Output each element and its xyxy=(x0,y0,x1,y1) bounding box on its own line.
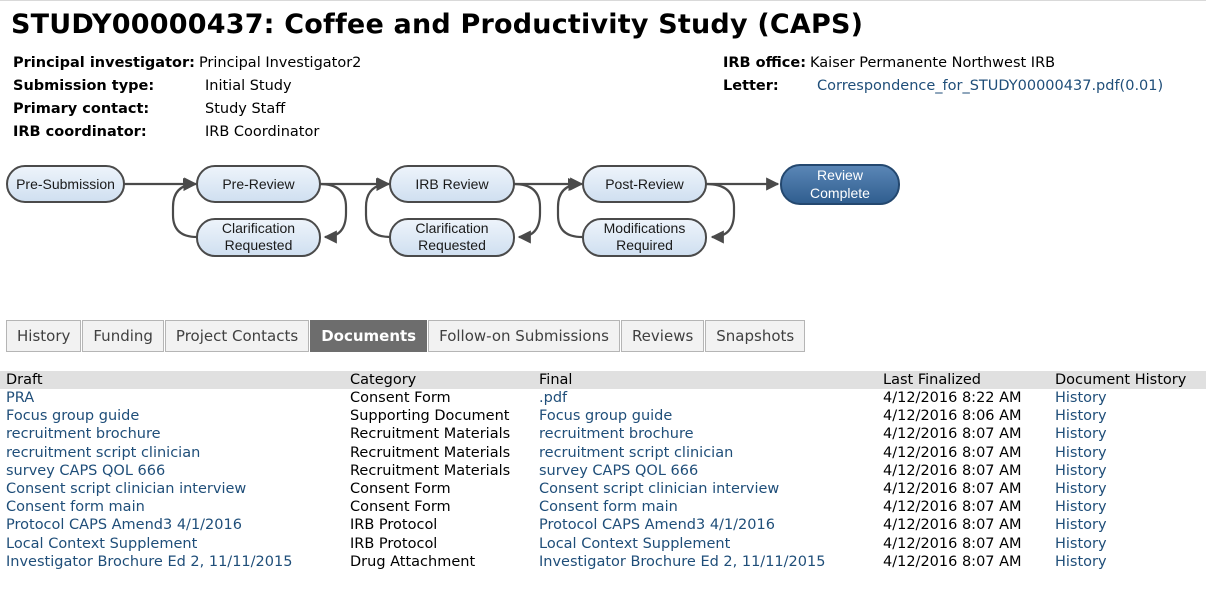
category-cell xyxy=(344,462,533,480)
final-link[interactable]: Consent form main xyxy=(539,499,678,516)
irb-coordinator-row xyxy=(13,121,361,144)
last-finalized-cell xyxy=(877,407,1049,425)
label-review-complete-line2: Complete xyxy=(810,185,870,201)
last-finalized-cell: 4/12/2016 8:06 AM xyxy=(883,408,1022,425)
final-link[interactable]: Consent script clinician interview xyxy=(539,481,780,498)
draft-link[interactable]: Focus group guide xyxy=(6,408,140,425)
last-finalized-cell: 4/12/2016 8:07 AM xyxy=(883,517,1022,534)
arrow-irb-review-to-clarification xyxy=(514,184,540,237)
label-clarification-1-line1: Clarification xyxy=(221,220,296,236)
history-cell xyxy=(1049,425,1206,443)
last-finalized-cell: 4/12/2016 8:07 AM xyxy=(883,481,1022,498)
label-clarification-2-line1: Clarification xyxy=(415,220,489,236)
arrow-post-review-to-modifications xyxy=(706,184,734,237)
category-cell: IRB Protocol xyxy=(350,535,438,552)
label-post-review: Post-Review xyxy=(605,176,684,192)
category-cell xyxy=(344,407,533,425)
study-details xyxy=(13,52,361,144)
label-clarification-2-line2: Requested xyxy=(418,237,486,253)
tab-follow-on-submissions[interactable]: Follow-on Submissions xyxy=(428,320,620,352)
primary-contact-row xyxy=(13,98,361,121)
category-cell: Recruitment Materials xyxy=(350,444,511,461)
draft-link[interactable]: Local Context Supplement xyxy=(6,535,198,552)
history-link[interactable]: History xyxy=(1055,390,1107,407)
draft-cell xyxy=(0,480,344,498)
draft-cell xyxy=(0,389,344,407)
final-cell xyxy=(533,444,877,462)
last-finalized-cell xyxy=(877,444,1049,462)
draft-link[interactable]: survey CAPS QOL 666 xyxy=(6,462,166,479)
top-divider xyxy=(0,0,1206,1)
letter-label: Letter: xyxy=(723,78,779,94)
tab-bar xyxy=(6,320,806,352)
last-finalized-cell xyxy=(877,425,1049,443)
final-cell xyxy=(533,516,877,534)
primary-contact-label: Primary contact: xyxy=(13,101,150,117)
category-cell: Consent Form xyxy=(350,499,451,516)
draft-cell xyxy=(0,516,344,534)
last-finalized-cell: 4/12/2016 8:07 AM xyxy=(883,426,1022,443)
header-last-finalized[interactable]: Last Finalized xyxy=(877,371,1049,389)
tab-funding[interactable]: Funding xyxy=(82,320,164,352)
history-cell xyxy=(1049,480,1206,498)
irb-coordinator-label: IRB coordinator: xyxy=(13,124,147,140)
arrow-clarification-to-pre-review xyxy=(173,184,197,237)
arrow-modifications-to-post-review xyxy=(558,184,582,237)
last-finalized-cell xyxy=(877,516,1049,534)
category-cell xyxy=(344,444,533,462)
final-cell xyxy=(533,425,877,443)
submission-type-value: Initial Study xyxy=(205,78,292,94)
draft-link[interactable]: PRA xyxy=(6,390,35,407)
category-cell xyxy=(344,389,533,407)
final-link[interactable]: Local Context Supplement xyxy=(539,535,731,552)
draft-link[interactable]: recruitment brochure xyxy=(6,426,161,443)
arrow-clarification-to-irb-review xyxy=(366,184,390,237)
table-row xyxy=(0,425,1206,443)
final-link[interactable]: Protocol CAPS Amend3 4/1/2016 xyxy=(539,517,775,534)
last-finalized-cell xyxy=(877,389,1049,407)
tab-history[interactable]: History xyxy=(6,320,81,352)
final-cell xyxy=(533,480,877,498)
documents-table xyxy=(0,371,1206,571)
history-link[interactable]: History xyxy=(1055,499,1107,516)
last-finalized-cell xyxy=(877,462,1049,480)
draft-link[interactable]: recruitment script clinician xyxy=(6,444,201,461)
table-row xyxy=(0,444,1206,462)
last-finalized-cell: 4/12/2016 8:07 AM xyxy=(883,462,1022,479)
label-modifications-line2: Required xyxy=(616,237,673,253)
category-cell xyxy=(344,425,533,443)
history-link[interactable]: History xyxy=(1055,408,1107,425)
draft-link[interactable]: Consent script clinician interview xyxy=(6,481,247,498)
final-cell xyxy=(533,535,877,553)
irb-office-label: IRB office: xyxy=(723,55,807,71)
label-modifications-line1: Modifications xyxy=(603,220,686,236)
category-cell: Consent Form xyxy=(350,390,451,407)
table-row xyxy=(0,462,1206,480)
last-finalized-cell: 4/12/2016 8:07 AM xyxy=(883,499,1022,516)
final-cell xyxy=(533,498,877,516)
principal-investigator-row xyxy=(13,52,361,75)
final-link[interactable]: recruitment script clinician xyxy=(539,444,734,461)
letter-link[interactable]: Correspondence_for_STUDY00000437.pdf(0.01) xyxy=(817,78,1164,94)
history-cell xyxy=(1049,444,1206,462)
history-cell xyxy=(1049,553,1206,571)
label-pre-review: Pre-Review xyxy=(222,176,295,192)
category-cell: Consent Form xyxy=(350,481,451,498)
last-finalized-cell xyxy=(877,535,1049,553)
label-review-complete-line1: Review xyxy=(817,167,863,183)
history-cell xyxy=(1049,389,1206,407)
category-cell xyxy=(344,553,533,571)
draft-link[interactable]: Consent form main xyxy=(6,499,145,516)
page-title: STUDY00000437: Coffee and Productivity Study (CAPS) xyxy=(11,9,864,40)
table-header-row xyxy=(0,371,1206,389)
final-cell xyxy=(533,407,877,425)
final-cell xyxy=(533,389,877,407)
history-cell xyxy=(1049,462,1206,480)
final-link[interactable]: recruitment brochure xyxy=(539,426,694,443)
submission-type-row xyxy=(13,75,361,98)
header-document-history[interactable]: Document History xyxy=(1049,371,1206,389)
workflow-diagram xyxy=(0,155,910,267)
last-finalized-cell: 4/12/2016 8:07 AM xyxy=(883,444,1022,461)
category-cell xyxy=(344,498,533,516)
header-category[interactable]: Category xyxy=(344,371,533,389)
table-row xyxy=(0,498,1206,516)
tab-documents[interactable]: Documents xyxy=(310,320,427,352)
history-cell xyxy=(1049,535,1206,553)
irb-coordinator-value: IRB Coordinator xyxy=(205,124,320,140)
draft-cell xyxy=(0,444,344,462)
draft-cell xyxy=(0,462,344,480)
label-pre-submission: Pre-Submission xyxy=(16,176,115,192)
label-irb-review: IRB Review xyxy=(415,176,489,192)
last-finalized-cell: 4/12/2016 8:07 AM xyxy=(883,535,1022,552)
principal-investigator-label: Principal investigator: xyxy=(13,55,195,71)
tab-snapshots[interactable]: Snapshots xyxy=(705,320,805,352)
draft-cell xyxy=(0,407,344,425)
final-link[interactable]: .pdf xyxy=(539,390,568,407)
history-link[interactable]: History xyxy=(1055,462,1107,479)
history-link[interactable]: History xyxy=(1055,553,1107,570)
header-draft[interactable]: Draft xyxy=(0,371,344,389)
category-cell: IRB Protocol xyxy=(350,517,438,534)
table-row xyxy=(0,480,1206,498)
last-finalized-cell: 4/12/2016 8:07 AM xyxy=(883,553,1022,570)
draft-cell xyxy=(0,425,344,443)
table-row xyxy=(0,516,1206,534)
irb-office-row xyxy=(723,52,1163,75)
draft-cell xyxy=(0,553,344,571)
arrow-pre-review-to-clarification xyxy=(320,184,346,237)
draft-link[interactable]: Protocol CAPS Amend3 4/1/2016 xyxy=(6,517,242,534)
tab-reviews[interactable]: Reviews xyxy=(621,320,704,352)
last-finalized-cell: 4/12/2016 8:22 AM xyxy=(883,390,1022,407)
irb-office-value: Kaiser Permanente Northwest IRB xyxy=(810,55,1056,71)
tab-project-contacts[interactable]: Project Contacts xyxy=(165,320,309,352)
category-cell: Supporting Document xyxy=(350,408,510,425)
history-link[interactable]: History xyxy=(1055,481,1107,498)
principal-investigator-value: Principal Investigator2 xyxy=(198,55,362,71)
table-row xyxy=(0,407,1206,425)
history-cell xyxy=(1049,498,1206,516)
category-cell: Recruitment Materials xyxy=(350,462,511,479)
last-finalized-cell xyxy=(877,480,1049,498)
final-link[interactable]: Focus group guide xyxy=(539,408,673,425)
table-row xyxy=(0,535,1206,553)
final-cell xyxy=(533,553,877,571)
final-link[interactable]: survey CAPS QOL 666 xyxy=(539,462,699,479)
category-cell: Drug Attachment xyxy=(350,553,476,570)
last-finalized-cell xyxy=(877,498,1049,516)
draft-link[interactable]: Investigator Brochure Ed 2, 11/11/2015 xyxy=(6,553,293,570)
category-cell xyxy=(344,516,533,534)
category-cell xyxy=(344,480,533,498)
history-link[interactable]: History xyxy=(1055,444,1107,461)
label-clarification-1-line2: Requested xyxy=(224,237,293,253)
submission-type-label: Submission type: xyxy=(13,78,155,94)
history-link[interactable]: History xyxy=(1055,535,1107,552)
history-link[interactable]: History xyxy=(1055,426,1107,443)
history-link[interactable]: History xyxy=(1055,517,1107,534)
draft-cell xyxy=(0,498,344,516)
final-link[interactable]: Investigator Brochure Ed 2, 11/11/2015 xyxy=(539,553,826,570)
primary-contact-value: Study Staff xyxy=(205,101,286,117)
final-cell xyxy=(533,462,877,480)
table-row xyxy=(0,389,1206,407)
last-finalized-cell xyxy=(877,553,1049,571)
history-cell xyxy=(1049,407,1206,425)
table-row xyxy=(0,553,1206,571)
irb-details xyxy=(723,52,1163,98)
letter-row xyxy=(723,75,1163,98)
category-cell: Recruitment Materials xyxy=(350,426,511,443)
category-cell xyxy=(344,535,533,553)
history-cell xyxy=(1049,516,1206,534)
draft-cell xyxy=(0,535,344,553)
header-final[interactable]: Final xyxy=(533,371,877,389)
